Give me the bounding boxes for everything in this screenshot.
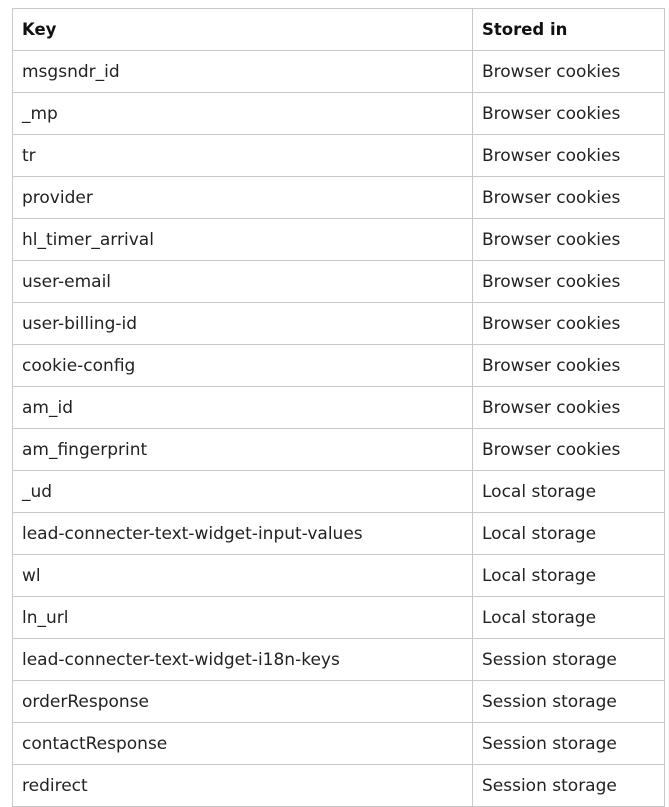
stored-in-cell: Local storage [473,513,665,555]
header-row [13,9,665,51]
stored-in-cell: Browser cookies [473,303,665,345]
key-cell: ln_url [13,597,473,639]
column-header-key: Key [13,9,473,51]
table-row [13,93,665,135]
table-row [13,471,665,513]
key-cell: cookie-config [13,345,473,387]
key-cell: hl_timer_arrival [13,219,473,261]
table-row [13,51,665,93]
stored-in-cell: Session storage [473,723,665,765]
key-cell: wl [13,555,473,597]
stored-in-cell: Session storage [473,639,665,681]
column-header-stored-in: Stored in [473,9,665,51]
storage-table-container [12,8,664,807]
key-cell: user-billing-id [13,303,473,345]
table-row [13,387,665,429]
key-cell: orderResponse [13,681,473,723]
stored-in-cell: Browser cookies [473,345,665,387]
key-cell: redirect [13,765,473,807]
table-row [13,135,665,177]
key-cell: _ud [13,471,473,513]
stored-in-cell: Local storage [473,597,665,639]
stored-in-cell: Browser cookies [473,219,665,261]
table-row [13,261,665,303]
table-row [13,555,665,597]
stored-in-cell: Local storage [473,555,665,597]
stored-in-cell: Browser cookies [473,261,665,303]
table-row [13,723,665,765]
table-row [13,681,665,723]
key-cell: provider [13,177,473,219]
table-row [13,219,665,261]
table-body [13,51,665,807]
table-row [13,597,665,639]
key-cell: msgsndr_id [13,51,473,93]
key-cell: user-email [13,261,473,303]
key-cell: contactResponse [13,723,473,765]
table-row [13,345,665,387]
stored-in-cell: Session storage [473,765,665,807]
key-cell: am_id [13,387,473,429]
key-cell: tr [13,135,473,177]
stored-in-cell: Browser cookies [473,51,665,93]
stored-in-cell: Browser cookies [473,429,665,471]
table-row [13,429,665,471]
storage-table [12,8,665,807]
stored-in-cell: Session storage [473,681,665,723]
stored-in-cell: Browser cookies [473,93,665,135]
table-row [13,177,665,219]
key-cell: am_fingerprint [13,429,473,471]
table-row [13,765,665,807]
stored-in-cell: Browser cookies [473,135,665,177]
stored-in-cell: Local storage [473,471,665,513]
stored-in-cell: Browser cookies [473,177,665,219]
table-header [13,9,665,51]
table-row [13,303,665,345]
table-row [13,639,665,681]
key-cell: lead-connecter-text-widget-input-values [13,513,473,555]
key-cell: _mp [13,93,473,135]
key-cell: lead-connecter-text-widget-i18n-keys [13,639,473,681]
table-row [13,513,665,555]
stored-in-cell: Browser cookies [473,387,665,429]
